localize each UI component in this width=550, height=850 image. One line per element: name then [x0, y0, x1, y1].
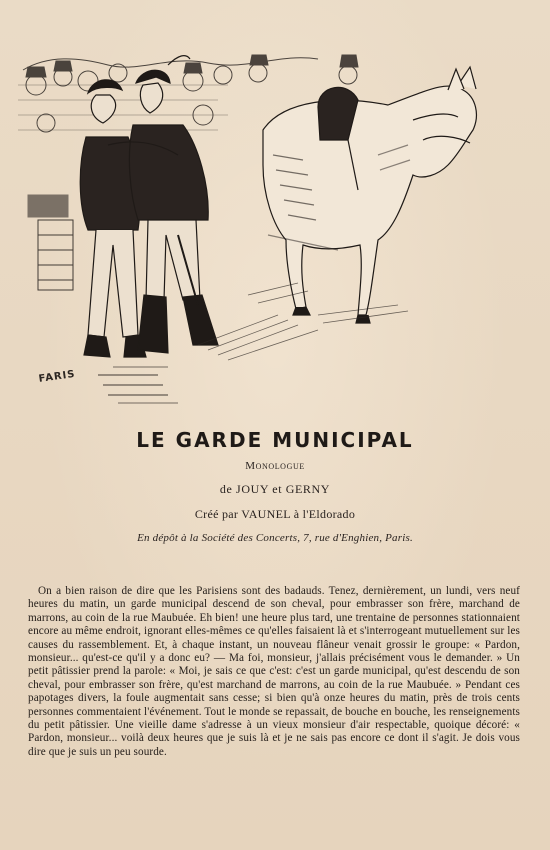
monologue-paragraph: On a bien raison de dire que les Parisiens sont des badauds. Tenez, dernièrement, un lundi, vers neuf heures du matin, un garde municipal descend de son cheval, pour embrasser son frère, marchand de marrons, au coin de la rue Maubuée. Eh bien! une heure plus tard, une trentaine de personnes stationnaient encore au même endroit, ignorant elles-mêmes ce qu'elles faisaient là et s'interrogeant mutuellement sur les causes du rassemblement. Et, à chaque instant, un nouveau flâneur venait grossir le groupe: « Pardon, monsieur... qu'est-ce qu'il y a donc eu? — Ma foi, monsieur, j'allais précisément vous le demander. » Un petit pâtissier prend la parole: « Moi, je sais ce que c'est: c'est un garde municipal, qu'est descendu de son cheval, pour embrasser son frère, qu'est marchand de marrons, au coin de la rue Maubuée. » Pendant ces papotages divers, la foule augmentait sans cesse; si bien qu'à onze heures du matin, près de trois cents personnes commentaient l'événement. Tout le monde se repassait, de bouche en bouche, les renseignements du petit pâtissier. Une vieille dame s'adresse à un vieux monsieur d'air respectable, quoique décoré: « Pardon, monsieur... voilà deux heures que je suis là et je ne sais pas encore ce dont il s'agit. Je dois vous dire que je suis un peu sourde.: [28, 585, 520, 758]
authors-line: de JOUY et GERNY: [219, 482, 331, 496]
monologue-text: [28, 585, 520, 759]
engraving-drawing: [18, 45, 518, 420]
document-header: [0, 428, 550, 544]
page-title: LE GARDE MUNICIPAL: [136, 428, 414, 452]
genre-subtitle: Monologue: [245, 460, 305, 472]
artist-signature: FARIS: [38, 368, 77, 385]
engraving-illustration: [18, 45, 518, 420]
deposit-line: En dépôt à la Société des Concerts, 7, rue d'Enghien, Paris.: [137, 532, 413, 544]
creation-line: Créé par VAUNEL à l'Eldorado: [194, 507, 356, 521]
